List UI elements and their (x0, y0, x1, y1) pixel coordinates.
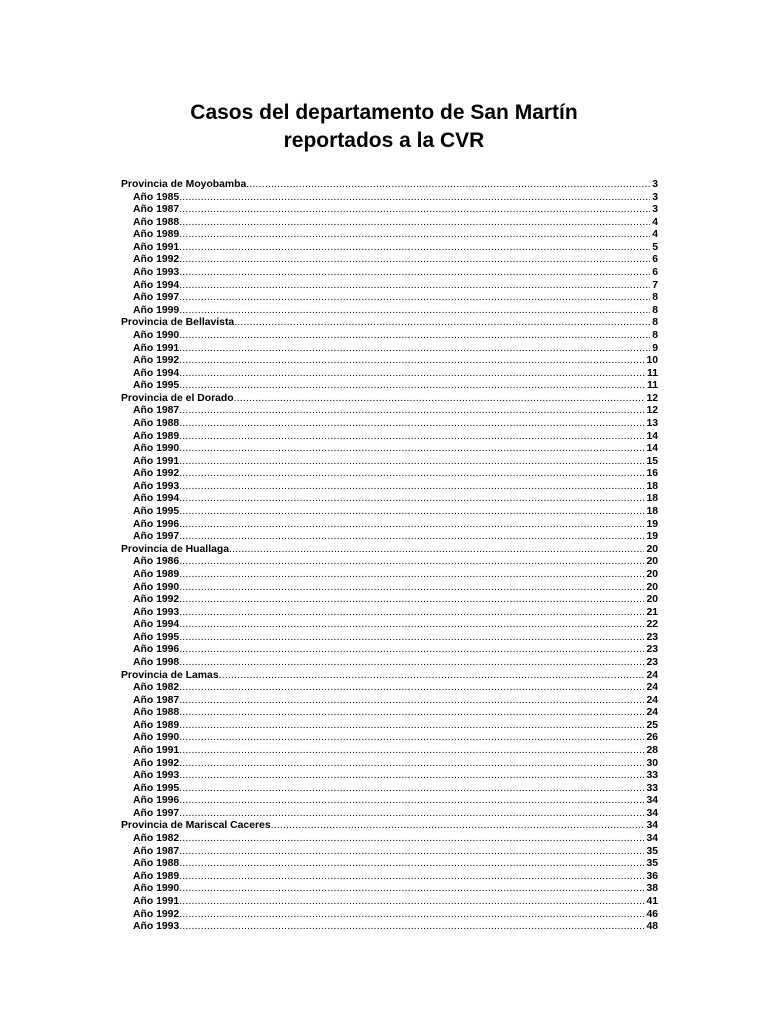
toc-dot-leader (179, 217, 650, 230)
toc-year-entry[interactable] (121, 707, 658, 720)
toc-entry-page: 14 (646, 430, 658, 442)
toc-entry-label: Año 1995 (133, 380, 180, 392)
toc-dot-leader (179, 506, 644, 519)
toc-year-entry[interactable] (121, 657, 658, 670)
toc-year-entry[interactable] (121, 770, 658, 783)
toc-entry-page: 33 (646, 770, 658, 782)
toc-dot-leader (179, 519, 644, 532)
toc-entry-page: 4 (652, 216, 658, 228)
toc-dot-leader (179, 330, 650, 343)
toc-dot-leader (179, 808, 644, 821)
toc-entry-page: 20 (646, 543, 658, 555)
toc-entry-page: 30 (646, 757, 658, 769)
toc-dot-leader (179, 481, 644, 494)
toc-entry-page: 33 (646, 782, 658, 794)
toc-entry-label: Año 1982 (133, 833, 180, 845)
toc-dot-leader (179, 280, 650, 293)
toc-entry-page: 3 (652, 179, 658, 190)
page-title-line-1: Casos del departamento de San Martín (190, 101, 578, 124)
toc-year-entry[interactable] (121, 204, 658, 217)
toc-entry-page: 8 (652, 317, 658, 329)
toc-entry-label: Año 1991 (133, 895, 180, 907)
toc-province-entry[interactable] (121, 393, 658, 406)
toc-dot-leader (179, 795, 644, 808)
toc-entry-page: 12 (646, 392, 658, 404)
toc-dot-leader (179, 858, 644, 871)
toc-province-entry[interactable] (121, 317, 658, 330)
toc-dot-leader (179, 783, 644, 796)
toc-province-entry[interactable] (121, 544, 658, 557)
toc-entry-page: 23 (646, 644, 658, 656)
toc-entry-label: Año 1987 (133, 845, 180, 857)
toc-year-entry[interactable] (121, 644, 658, 657)
toc-entry-label: Año 1990 (133, 732, 180, 744)
toc-entry-label: Año 1992 (133, 355, 180, 367)
toc-entry-label: Año 1992 (133, 468, 180, 480)
toc-entry-label: Año 1994 (133, 279, 180, 291)
toc-entry-label: Año 1993 (133, 267, 180, 279)
toc-entry-page: 7 (652, 279, 658, 291)
toc-year-entry[interactable] (121, 909, 658, 922)
toc-year-entry[interactable] (121, 695, 658, 708)
toc-year-entry[interactable] (121, 732, 658, 745)
toc-entry-label: Año 1993 (133, 480, 180, 492)
toc-entry-label: Año 1992 (133, 908, 180, 920)
page-title (0, 99, 768, 155)
toc-year-entry[interactable] (121, 481, 658, 494)
toc-dot-leader (179, 846, 644, 859)
toc-year-entry[interactable] (121, 582, 658, 595)
toc-year-entry[interactable] (121, 493, 658, 506)
toc-entry-page: 35 (646, 845, 658, 857)
toc-entry-label: Año 1988 (133, 707, 180, 719)
toc-year-entry[interactable] (121, 405, 658, 418)
toc-dot-leader (179, 921, 644, 934)
toc-entry-page: 24 (646, 707, 658, 719)
toc-entry-label: Año 1994 (133, 367, 180, 379)
toc-year-entry[interactable] (121, 229, 658, 242)
toc-year-entry[interactable] (121, 468, 658, 481)
toc-entry-page: 26 (646, 732, 658, 744)
toc-entry-page: 20 (646, 568, 658, 580)
toc-dot-leader (179, 405, 644, 418)
toc-entry-label: Año 1995 (133, 506, 180, 518)
toc-entry-label: Año 1989 (133, 870, 180, 882)
toc-entry-label: Año 1993 (133, 606, 180, 618)
toc-entry-page: 19 (646, 518, 658, 530)
toc-province-entry[interactable] (121, 820, 658, 833)
toc-dot-leader (179, 720, 644, 733)
toc-entry-label: Provincia de Moyobamba (121, 179, 247, 190)
toc-entry-page: 18 (646, 493, 658, 505)
toc-entry-label: Provincia de Bellavista (121, 317, 235, 329)
toc-year-entry[interactable] (121, 808, 658, 821)
toc-entry-label: Año 1990 (133, 443, 180, 455)
toc-year-entry[interactable] (121, 921, 658, 934)
toc-entry-label: Año 1990 (133, 883, 180, 895)
toc-entry-label: Año 1987 (133, 204, 180, 216)
toc-entry-page: 25 (646, 719, 658, 731)
toc-entry-page: 18 (646, 480, 658, 492)
toc-entry-page: 24 (646, 682, 658, 694)
toc-province-entry[interactable] (121, 670, 658, 683)
toc-entry-page: 3 (652, 204, 658, 216)
toc-dot-leader (179, 657, 644, 670)
toc-dot-leader (271, 820, 645, 833)
toc-dot-leader (179, 833, 644, 846)
toc-dot-leader (179, 896, 644, 909)
toc-year-entry[interactable] (121, 305, 658, 318)
toc-entry-page: 15 (646, 455, 658, 467)
toc-dot-leader (179, 292, 650, 305)
toc-dot-leader (179, 343, 650, 356)
toc-entry-label: Año 1993 (133, 921, 180, 933)
toc-entry-page: 9 (652, 342, 658, 354)
toc-entry-label: Año 1994 (133, 619, 180, 631)
toc-entry-page: 18 (646, 506, 658, 518)
toc-entry-label: Año 1994 (133, 493, 180, 505)
toc-dot-leader (179, 493, 644, 506)
toc-entry-page: 20 (646, 581, 658, 593)
toc-entry-page: 34 (646, 820, 658, 832)
toc-dot-leader (179, 531, 644, 544)
toc-entry-page: 16 (646, 468, 658, 480)
toc-entry-label: Año 1987 (133, 405, 180, 417)
toc-entry-label: Año 1985 (133, 191, 180, 203)
toc-year-entry[interactable] (121, 682, 658, 695)
toc-year-entry[interactable] (121, 242, 658, 255)
toc-dot-leader (179, 883, 644, 896)
toc-entry-label: Año 1997 (133, 292, 180, 304)
toc-entry-page: 8 (652, 329, 658, 341)
toc-year-entry[interactable] (121, 531, 658, 544)
toc-entry-page: 4 (652, 229, 658, 241)
toc-entry-label: Año 1996 (133, 644, 180, 656)
toc-year-entry[interactable] (121, 343, 658, 356)
toc-year-entry[interactable] (121, 254, 658, 267)
toc-dot-leader (234, 317, 650, 330)
toc-entry-label: Año 1995 (133, 631, 180, 643)
toc-entry-page: 24 (646, 694, 658, 706)
toc-dot-leader (179, 582, 644, 595)
toc-year-entry[interactable] (121, 443, 658, 456)
toc-entry-label: Año 1992 (133, 594, 180, 606)
toc-dot-leader (179, 758, 644, 771)
toc-year-entry[interactable] (121, 456, 658, 469)
toc-year-entry[interactable] (121, 217, 658, 230)
toc-entry-label: Año 1998 (133, 656, 180, 668)
toc-dot-leader (179, 443, 644, 456)
toc-entry-label: Año 1988 (133, 216, 180, 228)
toc-entry-label: Año 1992 (133, 254, 180, 266)
toc-entry-page: 48 (646, 921, 658, 933)
toc-entry-label: Año 1991 (133, 342, 180, 354)
toc-entry-label: Año 1991 (133, 745, 180, 757)
toc-dot-leader (179, 418, 644, 431)
toc-entry-label: Año 1986 (133, 556, 180, 568)
toc-dot-leader (179, 607, 644, 620)
toc-dot-leader (179, 192, 650, 205)
toc-entry-page: 35 (646, 858, 658, 870)
toc-year-entry[interactable] (121, 330, 658, 343)
toc-entry-label: Año 1993 (133, 770, 180, 782)
toc-entry-page: 22 (646, 619, 658, 631)
toc-year-entry[interactable] (121, 292, 658, 305)
toc-year-entry[interactable] (121, 569, 658, 582)
toc-year-entry[interactable] (121, 783, 658, 796)
toc-entry-page: 34 (646, 807, 658, 819)
toc-dot-leader (179, 305, 650, 318)
toc-dot-leader (179, 242, 650, 255)
toc-entry-page: 6 (652, 267, 658, 279)
toc-entry-page: 36 (646, 870, 658, 882)
toc-year-entry[interactable] (121, 795, 658, 808)
toc-entry-label: Provincia de Mariscal Caceres (121, 820, 271, 832)
toc-year-entry[interactable] (121, 833, 658, 846)
toc-dot-leader (179, 644, 644, 657)
toc-dot-leader (179, 732, 644, 745)
toc-dot-leader (179, 619, 644, 632)
toc-entry-page: 13 (646, 417, 658, 429)
toc-entry-page: 8 (652, 292, 658, 304)
toc-dot-leader (179, 267, 650, 280)
toc-dot-leader (179, 468, 644, 481)
toc-entry-page: 6 (652, 254, 658, 266)
toc-entry-page: 12 (646, 405, 658, 417)
toc-entry-label: Año 1992 (133, 757, 180, 769)
toc-entry-label: Año 1991 (133, 241, 180, 253)
toc-dot-leader (179, 355, 644, 368)
toc-entry-page: 34 (646, 795, 658, 807)
toc-entry-label: Año 1997 (133, 807, 180, 819)
toc-year-entry[interactable] (121, 758, 658, 771)
toc-entry-label: Año 1999 (133, 304, 180, 316)
toc-dot-leader (179, 229, 650, 242)
toc-dot-leader (179, 871, 644, 884)
toc-year-entry[interactable] (121, 594, 658, 607)
toc-year-entry[interactable] (121, 858, 658, 871)
toc-dot-leader (179, 556, 644, 569)
toc-entry-label: Provincia de Huallaga (121, 543, 229, 555)
toc-entry-page: 28 (646, 745, 658, 757)
toc-year-entry[interactable] (121, 267, 658, 280)
toc-entry-label: Provincia de Lamas (121, 669, 219, 681)
toc-entry-label: Año 1988 (133, 858, 180, 870)
toc-entry-label: Año 1991 (133, 455, 180, 467)
toc-entry-label: Año 1997 (133, 531, 180, 543)
toc-entry-label: Año 1989 (133, 430, 180, 442)
toc-province-entry[interactable] (121, 179, 658, 192)
toc-dot-leader (179, 695, 644, 708)
toc-year-entry[interactable] (121, 368, 658, 381)
toc-year-entry[interactable] (121, 519, 658, 532)
toc-entry-page: 46 (646, 908, 658, 920)
toc-entry-label: Año 1987 (133, 694, 180, 706)
toc-year-entry[interactable] (121, 720, 658, 733)
toc-dot-leader (179, 431, 644, 444)
toc-dot-leader (179, 770, 644, 783)
toc-entry-page: 20 (646, 594, 658, 606)
toc-entry-page: 11 (647, 367, 658, 379)
toc-year-entry[interactable] (121, 607, 658, 620)
toc-dot-leader (179, 204, 650, 217)
toc-entry-label: Año 1990 (133, 581, 180, 593)
toc-year-entry[interactable] (121, 556, 658, 569)
toc-year-entry[interactable] (121, 192, 658, 205)
toc-entry-label: Año 1989 (133, 568, 180, 580)
toc-entry-label: Año 1989 (133, 719, 180, 731)
table-of-contents (121, 179, 658, 934)
toc-year-entry[interactable] (121, 871, 658, 884)
toc-year-entry[interactable] (121, 280, 658, 293)
page-title-line-2: reportados a la CVR (283, 129, 485, 152)
toc-year-entry[interactable] (121, 883, 658, 896)
toc-entry-page: 41 (646, 895, 658, 907)
toc-year-entry[interactable] (121, 418, 658, 431)
toc-entry-page: 24 (646, 669, 658, 681)
toc-dot-leader (179, 707, 644, 720)
toc-dot-leader (229, 544, 644, 557)
toc-entry-page: 21 (646, 606, 658, 618)
toc-year-entry[interactable] (121, 355, 658, 368)
toc-entry-page: 38 (646, 883, 658, 895)
toc-entry-page: 14 (646, 443, 658, 455)
toc-year-entry[interactable] (121, 896, 658, 909)
toc-dot-leader (179, 380, 645, 393)
toc-entry-page: 20 (646, 556, 658, 568)
toc-entry-page: 34 (646, 833, 658, 845)
toc-entry-label: Año 1988 (133, 417, 180, 429)
toc-entry-page: 3 (652, 191, 658, 203)
toc-year-entry[interactable] (121, 431, 658, 444)
toc-entry-page: 19 (646, 531, 658, 543)
toc-entry-page: 23 (646, 631, 658, 643)
toc-year-entry[interactable] (121, 846, 658, 859)
toc-entry-page: 8 (652, 304, 658, 316)
toc-dot-leader (179, 456, 644, 469)
toc-entry-page: 5 (652, 241, 658, 253)
toc-entry-label: Año 1996 (133, 518, 180, 530)
toc-dot-leader (219, 670, 645, 683)
toc-dot-leader (179, 594, 644, 607)
toc-dot-leader (179, 632, 644, 645)
toc-dot-leader (234, 393, 645, 406)
toc-dot-leader (246, 179, 650, 192)
toc-year-entry[interactable] (121, 380, 658, 393)
toc-dot-leader (179, 682, 644, 695)
toc-entry-page: 23 (646, 656, 658, 668)
toc-entry-label: Año 1996 (133, 795, 180, 807)
toc-dot-leader (179, 569, 644, 582)
toc-entry-page: 10 (646, 355, 658, 367)
toc-dot-leader (179, 368, 645, 381)
toc-entry-label: Año 1989 (133, 229, 180, 241)
toc-year-entry[interactable] (121, 619, 658, 632)
toc-dot-leader (179, 909, 644, 922)
toc-year-entry[interactable] (121, 745, 658, 758)
toc-year-entry[interactable] (121, 632, 658, 645)
toc-dot-leader (179, 745, 644, 758)
toc-year-entry[interactable] (121, 506, 658, 519)
toc-entry-label: Año 1995 (133, 782, 180, 794)
toc-dot-leader (179, 254, 650, 267)
toc-entry-page: 11 (647, 380, 658, 392)
toc-entry-label: Año 1982 (133, 682, 180, 694)
toc-entry-label: Provincia de el Dorado (121, 392, 234, 404)
toc-entry-label: Año 1990 (133, 329, 180, 341)
